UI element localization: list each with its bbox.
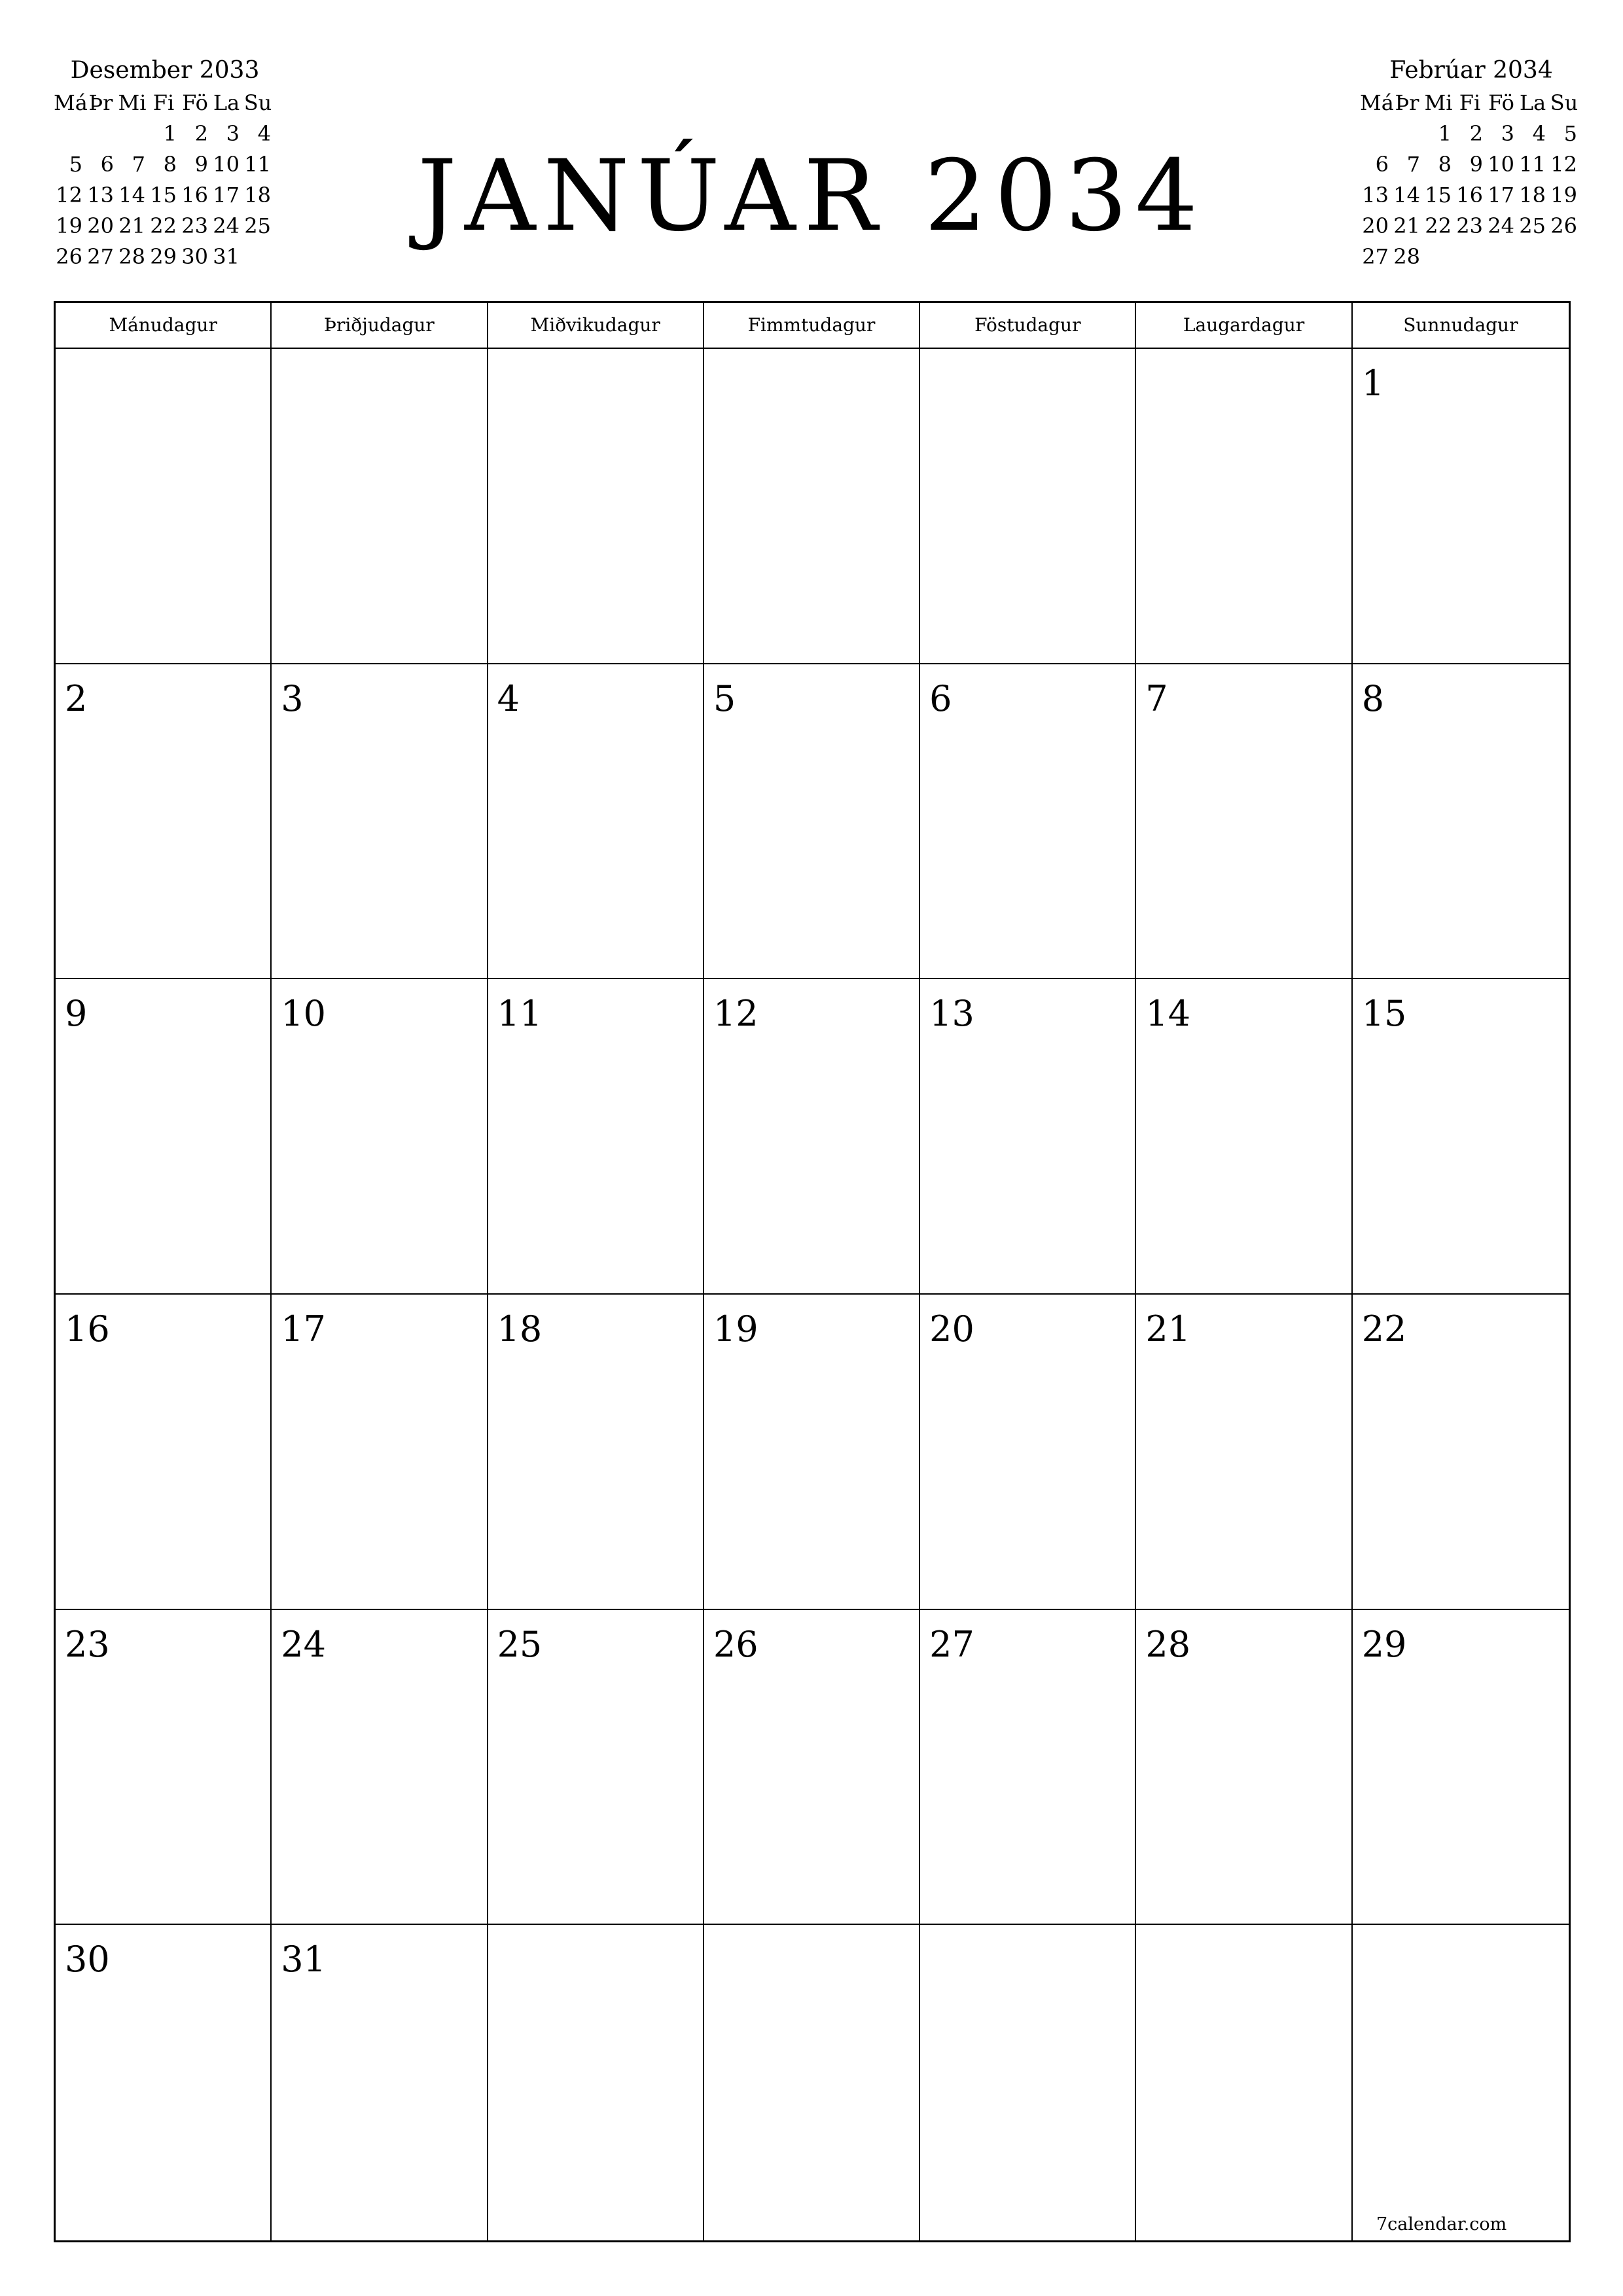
mini-calendar-title: Desember 2033 bbox=[70, 57, 260, 84]
mini-day: 2 bbox=[1469, 121, 1483, 146]
mini-day bbox=[1423, 242, 1454, 272]
mini-day: 17 bbox=[213, 183, 240, 207]
day-cell[interactable] bbox=[56, 1925, 272, 2240]
mini-day: 5 bbox=[69, 152, 82, 177]
mini-day bbox=[1486, 242, 1517, 272]
page-title: JANÚAR 2034 bbox=[417, 139, 1206, 253]
month-grid bbox=[54, 301, 1571, 2242]
day-cell[interactable] bbox=[920, 1610, 1136, 1926]
mini-day: 9 bbox=[194, 152, 208, 177]
day-cell[interactable] bbox=[920, 1925, 1136, 2240]
mini-day: 3 bbox=[1501, 121, 1514, 146]
day-number: 5 bbox=[713, 677, 736, 719]
day-cell[interactable] bbox=[272, 1295, 488, 1610]
weekday-header: Miðvikudagur bbox=[488, 303, 704, 349]
mini-weekday-header: Þr bbox=[1395, 90, 1419, 115]
mini-day: 6 bbox=[1375, 152, 1389, 177]
day-number: 22 bbox=[1361, 1308, 1407, 1350]
mini-weekday-header: Mi bbox=[1424, 90, 1453, 115]
mini-day: 28 bbox=[118, 244, 145, 269]
day-cell[interactable] bbox=[56, 349, 272, 664]
mini-day: 27 bbox=[1362, 244, 1389, 269]
mini-day: 19 bbox=[1550, 183, 1577, 207]
day-cell[interactable] bbox=[488, 979, 704, 1295]
day-cell[interactable] bbox=[272, 1925, 488, 2240]
mini-weekday-header: Su bbox=[1550, 90, 1578, 115]
mini-weekday-header: Su bbox=[243, 90, 272, 115]
day-cell[interactable] bbox=[920, 1295, 1136, 1610]
mini-day: 23 bbox=[1456, 213, 1483, 238]
mini-day: 10 bbox=[1488, 152, 1514, 177]
mini-day: 17 bbox=[1488, 183, 1514, 207]
mini-day: 19 bbox=[56, 213, 82, 238]
weekday-header: Laugardagur bbox=[1136, 303, 1352, 349]
mini-day: 3 bbox=[226, 121, 240, 146]
mini-day: 1 bbox=[1438, 121, 1452, 146]
day-cell[interactable] bbox=[272, 664, 488, 980]
day-number: 30 bbox=[65, 1939, 110, 1981]
day-cell[interactable] bbox=[920, 664, 1136, 980]
day-cell[interactable] bbox=[704, 349, 920, 664]
mini-day: 14 bbox=[1393, 183, 1420, 207]
day-cell[interactable] bbox=[920, 349, 1136, 664]
day-cell[interactable] bbox=[272, 349, 488, 664]
mini-day: 7 bbox=[1406, 152, 1420, 177]
mini-day: 15 bbox=[150, 183, 177, 207]
mini-day: 22 bbox=[1425, 213, 1452, 238]
mini-day: 4 bbox=[1532, 121, 1546, 146]
mini-day: 24 bbox=[1488, 213, 1514, 238]
day-cell[interactable] bbox=[272, 1610, 488, 1926]
mini-day: 4 bbox=[257, 121, 271, 146]
day-cell[interactable] bbox=[1353, 1610, 1569, 1926]
mini-day: 18 bbox=[1519, 183, 1546, 207]
day-cell[interactable] bbox=[704, 1295, 920, 1610]
day-cell[interactable] bbox=[488, 664, 704, 980]
mini-day: 13 bbox=[1362, 183, 1389, 207]
weekday-header: Þriðjudagur bbox=[272, 303, 488, 349]
mini-weekday-header: La bbox=[1519, 90, 1546, 115]
day-cell[interactable] bbox=[704, 1925, 920, 2240]
day-number: 15 bbox=[1361, 993, 1407, 1035]
day-number: 28 bbox=[1145, 1623, 1191, 1665]
weekday-header: Mánudagur bbox=[56, 303, 272, 349]
mini-day: 31 bbox=[213, 244, 240, 269]
mini-day: 20 bbox=[87, 213, 114, 238]
day-cell[interactable] bbox=[272, 979, 488, 1295]
day-cell[interactable] bbox=[704, 1610, 920, 1926]
mini-day: 27 bbox=[87, 244, 114, 269]
mini-day: 16 bbox=[1456, 183, 1483, 207]
mini-day: 11 bbox=[1519, 152, 1546, 177]
day-number: 11 bbox=[497, 993, 543, 1035]
mini-day: 21 bbox=[1393, 213, 1420, 238]
mini-day: 26 bbox=[56, 244, 82, 269]
mini-weekday-header: La bbox=[213, 90, 240, 115]
mini-day: 9 bbox=[1469, 152, 1483, 177]
mini-day: 23 bbox=[181, 213, 208, 238]
day-cell[interactable] bbox=[1136, 1295, 1352, 1610]
mini-day: 7 bbox=[132, 152, 145, 177]
day-number: 20 bbox=[929, 1308, 974, 1350]
mini-day: 6 bbox=[100, 152, 114, 177]
day-cell[interactable] bbox=[56, 979, 272, 1295]
day-cell[interactable] bbox=[1136, 1925, 1352, 2240]
mini-day: 2 bbox=[194, 121, 208, 146]
day-cell[interactable] bbox=[1136, 664, 1352, 980]
day-cell[interactable] bbox=[488, 349, 704, 664]
day-cell[interactable] bbox=[1353, 979, 1569, 1295]
mini-day: 25 bbox=[1519, 213, 1546, 238]
mini-calendar-grid bbox=[1360, 88, 1582, 272]
day-cell[interactable] bbox=[1353, 1295, 1569, 1610]
weekday-header: Sunnudagur bbox=[1353, 303, 1569, 349]
mini-day: 24 bbox=[213, 213, 240, 238]
mini-weekday-header: Má bbox=[1360, 90, 1394, 115]
day-number: 31 bbox=[281, 1939, 326, 1981]
day-number: 23 bbox=[65, 1623, 110, 1665]
mini-weekday-header: Fi bbox=[1459, 90, 1481, 115]
day-cell[interactable] bbox=[56, 1295, 272, 1610]
day-number: 14 bbox=[1145, 993, 1191, 1035]
day-number: 18 bbox=[497, 1308, 543, 1350]
mini-day bbox=[1454, 242, 1486, 272]
mini-day bbox=[1360, 118, 1391, 149]
mini-calendar-title: Febrúar 2034 bbox=[1389, 57, 1553, 84]
day-cell[interactable] bbox=[1136, 979, 1352, 1295]
day-number: 26 bbox=[713, 1623, 758, 1665]
mini-day: 14 bbox=[118, 183, 145, 207]
day-cell[interactable] bbox=[488, 1925, 704, 2240]
day-number: 7 bbox=[1145, 677, 1168, 719]
day-number: 19 bbox=[713, 1308, 758, 1350]
day-number: 10 bbox=[281, 993, 326, 1035]
day-cell[interactable] bbox=[1136, 1610, 1352, 1926]
day-number: 2 bbox=[65, 677, 88, 719]
mini-weekday-header: Má bbox=[54, 90, 88, 115]
day-number: 9 bbox=[65, 993, 88, 1035]
mini-day: 12 bbox=[56, 183, 82, 207]
day-cell[interactable] bbox=[704, 979, 920, 1295]
mini-day: 10 bbox=[213, 152, 240, 177]
day-number: 1 bbox=[1361, 363, 1385, 404]
day-number: 6 bbox=[929, 677, 952, 719]
weekday-header: Fimmtudagur bbox=[704, 303, 920, 349]
day-cell[interactable] bbox=[1136, 349, 1352, 664]
mini-day bbox=[1391, 118, 1423, 149]
mini-day bbox=[1548, 242, 1580, 272]
day-number: 3 bbox=[281, 677, 304, 719]
day-number: 21 bbox=[1145, 1308, 1191, 1350]
day-number: 12 bbox=[713, 993, 758, 1035]
day-number: 8 bbox=[1361, 677, 1385, 719]
day-number: 4 bbox=[497, 677, 520, 719]
day-cell[interactable] bbox=[1353, 349, 1569, 664]
mini-day: 15 bbox=[1425, 183, 1452, 207]
day-number: 17 bbox=[281, 1308, 326, 1350]
day-cell[interactable] bbox=[56, 664, 272, 980]
weekday-header: Föstudagur bbox=[920, 303, 1136, 349]
mini-day: 21 bbox=[118, 213, 145, 238]
mini-day: 11 bbox=[244, 152, 271, 177]
day-cell[interactable] bbox=[1353, 664, 1569, 980]
day-number: 24 bbox=[281, 1623, 326, 1665]
day-number: 16 bbox=[65, 1308, 110, 1350]
mini-weekday-header: Fö bbox=[182, 90, 208, 115]
mini-day: 18 bbox=[244, 183, 271, 207]
mini-day: 5 bbox=[1563, 121, 1577, 146]
mini-day bbox=[1517, 242, 1548, 272]
mini-day: 8 bbox=[1438, 152, 1452, 177]
mini-day: 1 bbox=[163, 121, 177, 146]
mini-day: 8 bbox=[163, 152, 177, 177]
day-cell[interactable] bbox=[1353, 1925, 1569, 2240]
day-number: 27 bbox=[929, 1623, 974, 1665]
day-number: 29 bbox=[1361, 1623, 1407, 1665]
mini-day: 12 bbox=[1550, 152, 1577, 177]
day-number: 13 bbox=[929, 993, 974, 1035]
mini-day: 25 bbox=[244, 213, 271, 238]
mini-weekday-header: Fi bbox=[152, 90, 175, 115]
mini-day: 29 bbox=[150, 244, 177, 269]
mini-day: 16 bbox=[181, 183, 208, 207]
mini-calendar-next-month bbox=[1360, 54, 1582, 272]
day-number: 25 bbox=[497, 1623, 543, 1665]
mini-day: 30 bbox=[181, 244, 208, 269]
day-cell[interactable] bbox=[704, 664, 920, 980]
mini-weekday-header: Fö bbox=[1488, 90, 1514, 115]
day-cell[interactable] bbox=[920, 979, 1136, 1295]
mini-day: 20 bbox=[1362, 213, 1389, 238]
day-cell[interactable] bbox=[488, 1610, 704, 1926]
mini-weekday-header: Mi bbox=[118, 90, 147, 115]
mini-day: 13 bbox=[87, 183, 114, 207]
day-cell[interactable] bbox=[56, 1610, 272, 1926]
mini-weekday-header: Þr bbox=[88, 90, 113, 115]
mini-day: 22 bbox=[150, 213, 177, 238]
mini-day: 26 bbox=[1550, 213, 1577, 238]
site-credit: 7calendar.com bbox=[1376, 2214, 1507, 2234]
mini-day: 28 bbox=[1393, 244, 1420, 269]
day-cell[interactable] bbox=[488, 1295, 704, 1610]
